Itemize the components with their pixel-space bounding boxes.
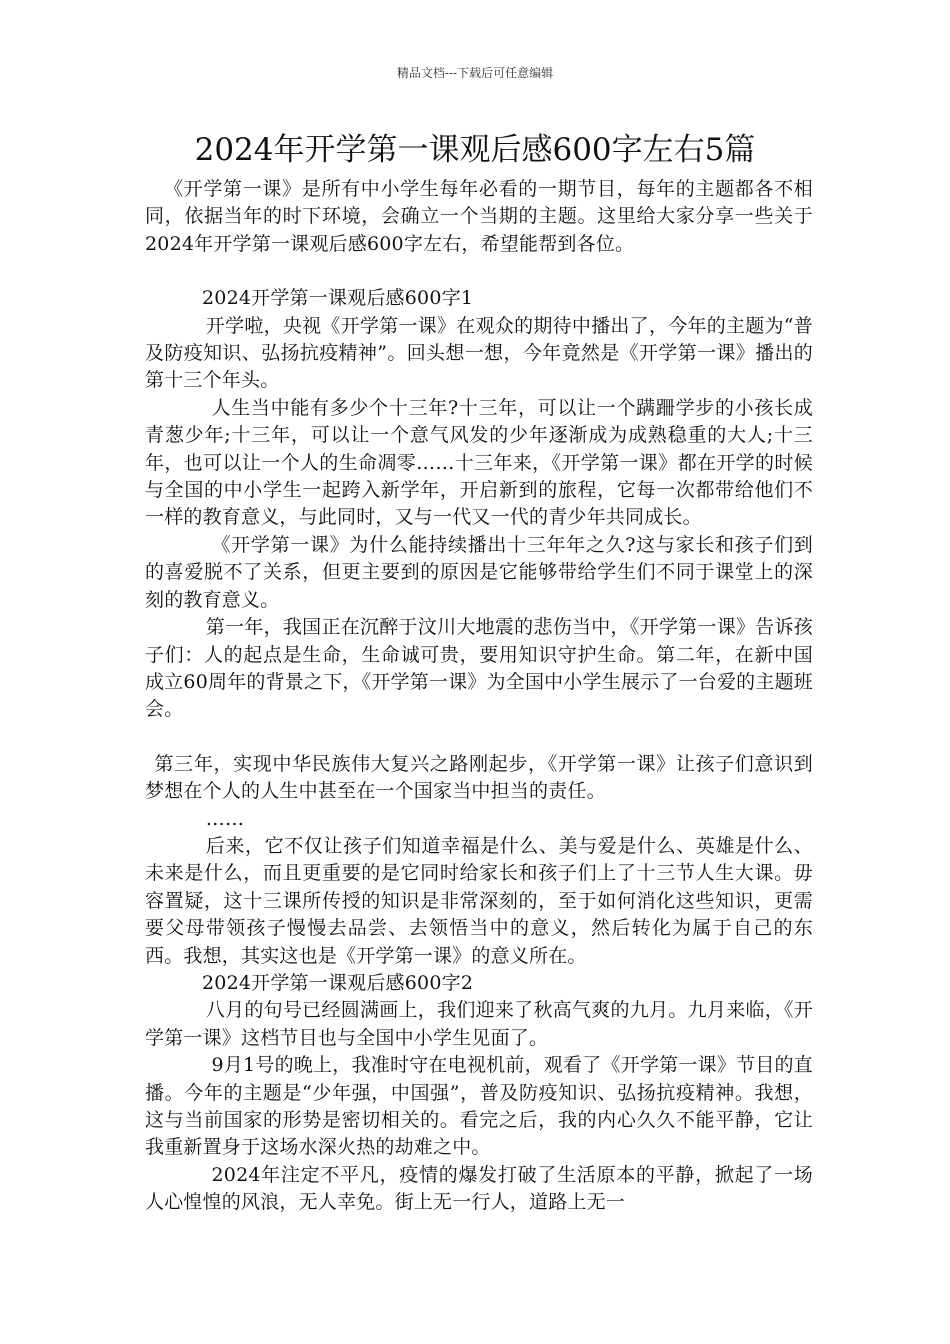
paragraph-gap	[145, 258, 813, 285]
page-header-note: 精品文档---下载后可任意编辑	[396, 66, 554, 80]
section-2-paragraph-1: 八月的句号已经圆满画上，我们迎来了秋高气爽的九月。九月来临，《开学第一课》这档节目也与全国中小学生见面了。	[145, 999, 813, 1049]
section-2-paragraph-2: 9月1号的晚上，我准时守在电视机前，观看了《开学第一课》节目的直播。今年的主题是“少年强，中国强”，普及防疫知识、弘扬抗疫精神。我想，这与当前国家的形势是密切相关的。看完之后，我的内心久久不能平静，它让我重新置身于这场水深火热的劫难之中。	[145, 1054, 813, 1159]
section-1-heading: 2024开学第一课观后感600字1	[202, 287, 474, 310]
section-1-paragraph-4: 第一年，我国正在沉醉于汶川大地震的悲伤当中，《开学第一课》告诉孩子们：人的起点是生命，生命诚可贵，要用知识守护生命。第二年，在新中国成立60周年的背景之下，《开学第一课》为全国中小学生展示了一台爱的主题班会。	[145, 616, 813, 721]
document-title: 2024年开学第一课观后感600字左右5篇	[194, 132, 756, 168]
section-2-paragraph-3: 2024年注定不平凡，疫情的爆发打破了生活原本的平静，掀起了一场人心惶惶的风浪，无人幸免。街上无一行人，道路上无一	[145, 1163, 813, 1214]
document-body	[145, 176, 813, 1217]
paragraph-gap	[145, 724, 813, 751]
intro-paragraph: 《开学第一课》是所有中小学生每年必看的一期节目，每年的主题都各不相同，依据当年的时下环境，会确立一个当期的主题。这里给大家分享一些关于2024年开学第一课观后感600字左右，希望能帮到各位。	[145, 178, 813, 255]
section-1-paragraph-6: 后来，它不仅让孩子们知道幸福是什么、美与爱是什么、英雄是什么、未来是什么，而且更重要的是它同时给家长和孩子们上了十三节人生大课。毋容置疑，这十三课所传授的知识是非常深刻的，至于如何消化这些知识，更需要父母带领孩子慢慢去品尝、去领悟当中的意义，然后转化为属于自己的东西。我想，其实这也是《开学第一课》的意义所在。	[145, 834, 813, 967]
section-2-heading: 2024开学第一课观后感600字2	[202, 971, 474, 994]
section-1-ellipsis: ……	[205, 807, 245, 830]
section-1-paragraph-5: 第三年，实现中华民族伟大复兴之路刚起步，《开学第一课》让孩子们意识到梦想在个人的人生中甚至在一个国家当中担当的责任。	[145, 752, 813, 803]
section-1-paragraph-1: 开学啦，央视《开学第一课》在观众的期待中播出了，今年的主题为“普及防疫知识、弘扬抗疫精神”。回头想一想，今年竟然是《开学第一课》播出的第十三个年头。	[145, 314, 813, 392]
section-1-paragraph-3: 《开学第一课》为什么能持续播出十三年年之久?这与家长和孩子们到的喜爱脱不了关系，但更主要到的原因是它能够带给学生们不同于课堂上的深刻的教育意义。	[145, 533, 813, 611]
section-1-paragraph-2: 人生当中能有多少个十三年?十三年，可以让一个蹒跚学步的小孩长成青葱少年;十三年，可以让一个意气风发的少年逐渐成为成熟稳重的大人;十三年，也可以让一个人的生命凋零……十三年来，《开学第一课》都在开学的时候与全国的中小学生一起跨入新学年，开启新到的旅程，它每一次都带给他们不一样的教育意义，与此同时，又与一代又一代的青少年共同成长。	[145, 396, 813, 529]
